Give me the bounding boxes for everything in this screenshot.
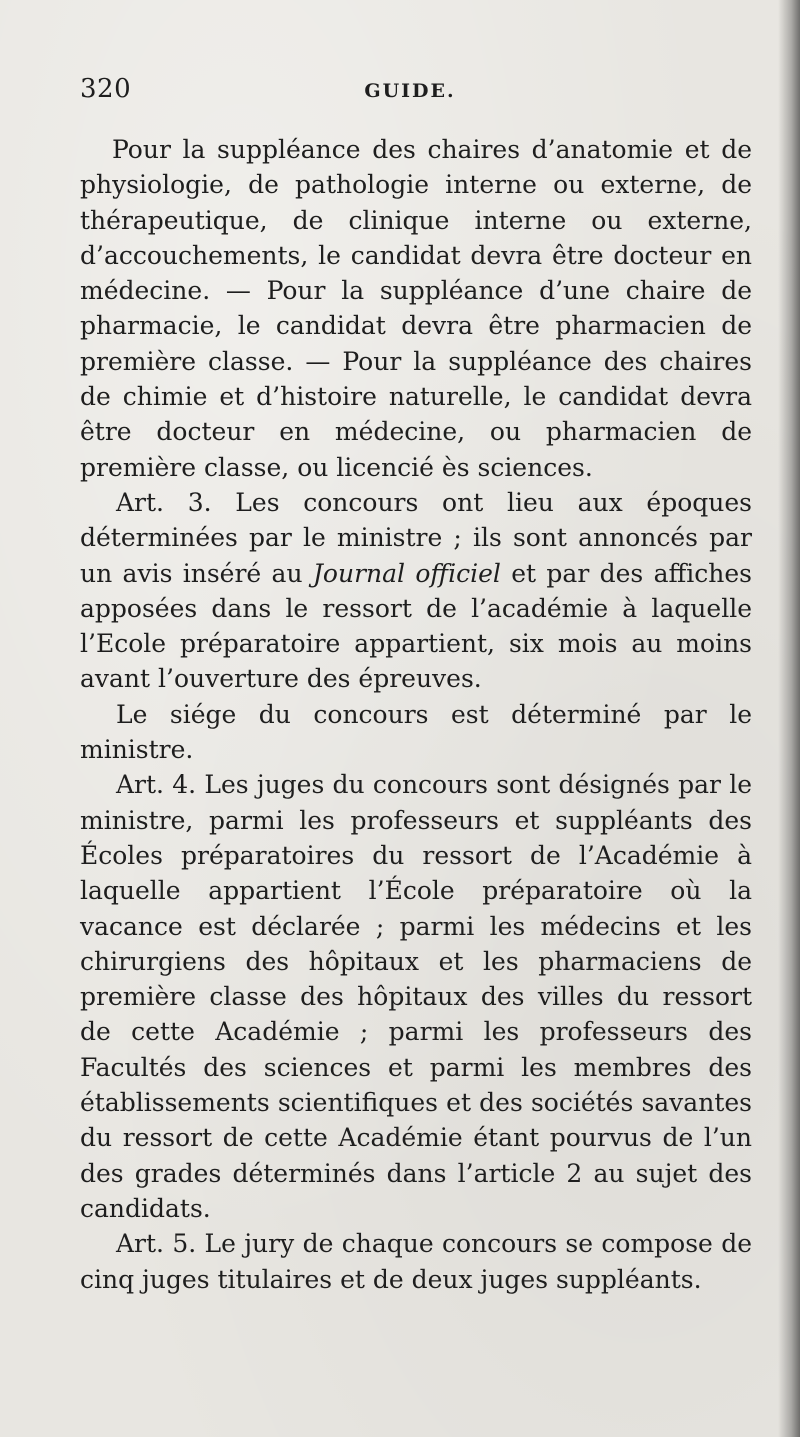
article-3-text-after: et par des affiches apposées dans le ressort de l’académie à laquelle l’Ecole préparatoire appartient, six mois au moins avant l’ouverture des épreuves. [80,558,752,694]
paragraph-siege-du-concours: Le siége du concours est déterminé par le ministre. [80,699,752,765]
body-text [80,132,752,1297]
paragraph-article-5: Art. 5. Le jury de chaque concours se compose de cinq juges titulaires et de deux juges suppléants. [80,1229,752,1294]
page-header [80,74,740,110]
paragraph-article-3 [80,485,752,697]
running-title: GUIDE. [364,80,456,102]
article-3-text-before: Art. 3. Les concours ont lieu aux époques déterminées par le ministre ; ils sont annoncés par un avis inséré au [80,487,752,588]
paragraph-article-4: Art. 4. Les juges du concours sont désignés par le ministre, parmi les professeurs et suppléants des Écoles préparatoires du ressort de l’Académie à laquelle appartient l’École préparatoire où la vacance est déclarée ; parmi les médecins et les chirurgiens des hôpitaux et les pharmaciens de première classe des hôpitaux des villes du ressort de cette Académie ; parmi les professeurs des Facultés des sciences et parmi les membres des établissements scientifiques et des sociétés savantes du ressort de cette Académie étant pourvus de l’un des grades déterminés dans l’article 2 au sujet des candidats. [80,770,752,1223]
page-edge-shadow [778,0,800,1437]
journal-officiel-italic: Journal officiel [312,558,501,588]
page-number: 320 [80,74,132,104]
paragraph-suppleance-requirements: Pour la suppléance des chaires d’anatomie et de physiologie, de pathologie interne ou externe, de thérapeutique, de clinique interne ou externe, d’accouchements, le candidat devra être docteur en médecine. — Pour la suppléance d’une chaire de pharmacie, le candidat devra être pharmacien de première classe. — Pour la suppléance des chaires de chimie et d’histoire naturelle, le candidat devra être docteur en médecine, ou pharmacien de première classe, ou licencié ès sciences. [80,135,752,482]
